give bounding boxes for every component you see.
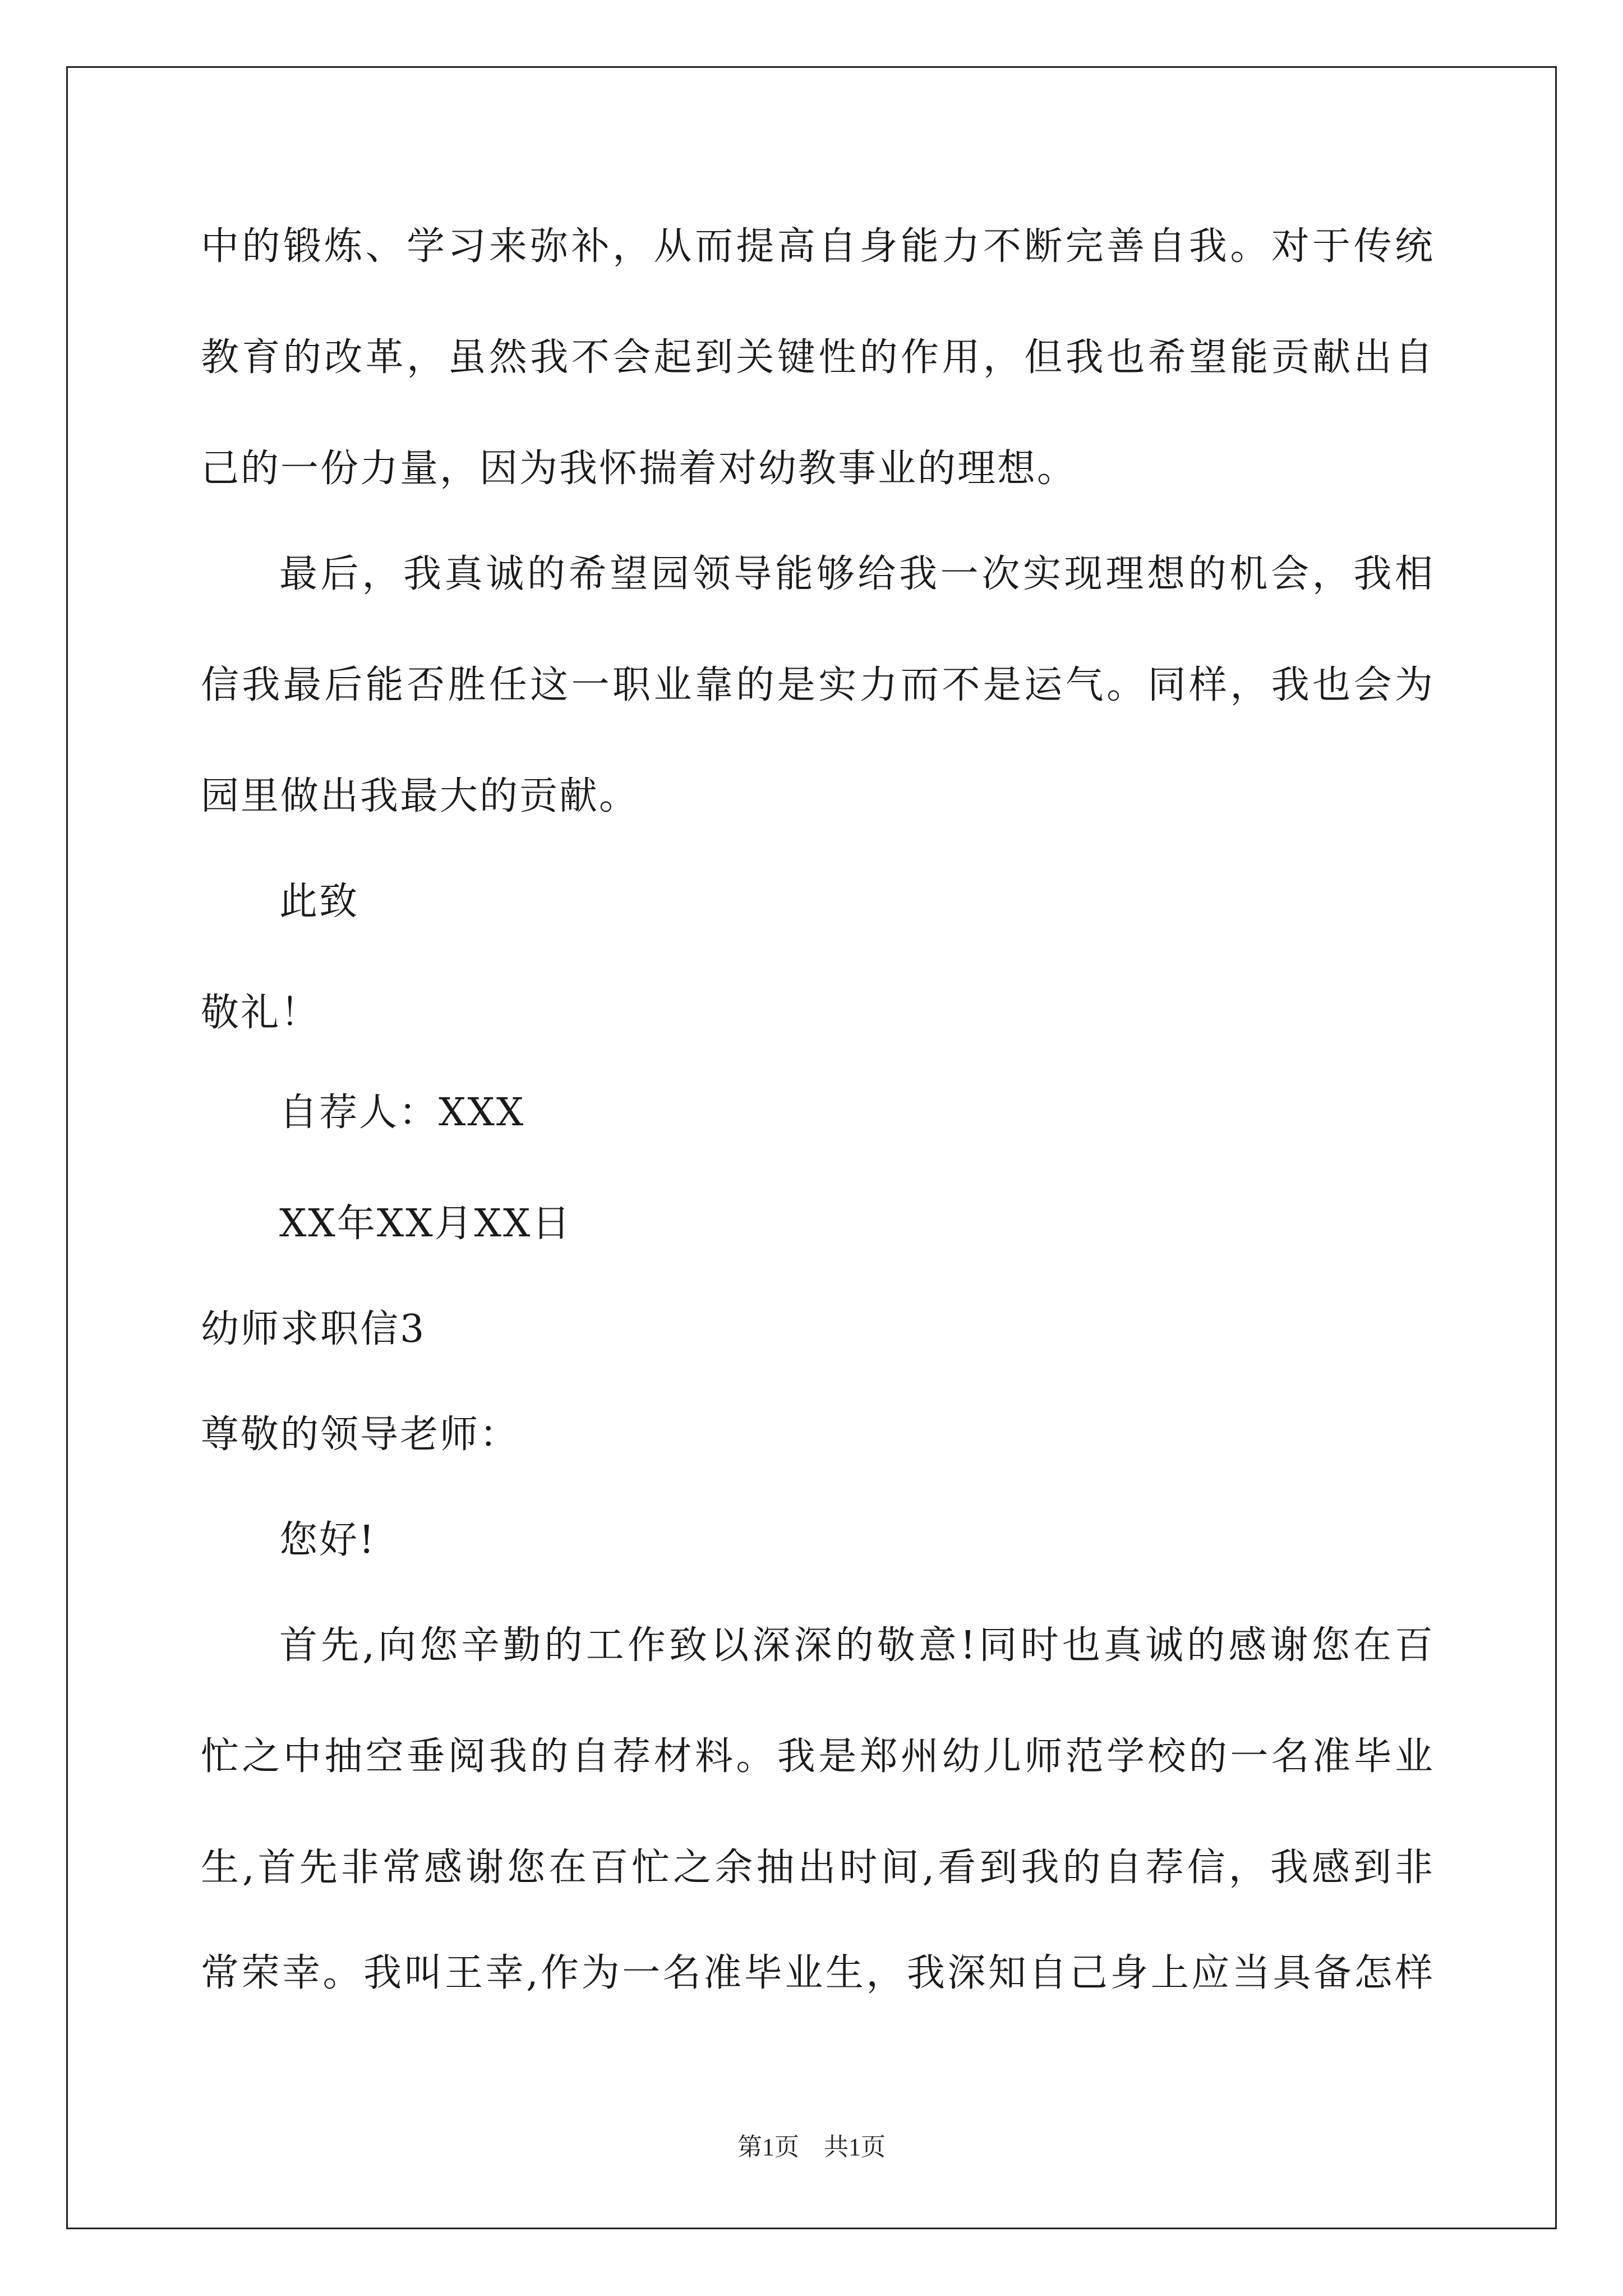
date-line: XX年XX月XX日 (279, 1202, 572, 1246)
greeting-line: 尊敬的领导老师： (201, 1412, 520, 1457)
paragraph-line: 中的锻炼、学习来弥补，从而提高自身能力不断完善自我。对于传统 (201, 224, 1435, 269)
greeting-line: 您好! (279, 1518, 376, 1562)
paragraph-line: 忙之中抽空垂阅我的自荐材料。我是郑州幼儿师范学校的一名准毕业 (201, 1734, 1435, 1779)
page-footer: 第1页 共1页 (737, 2133, 886, 2161)
salutation-line: 敬礼！ (201, 991, 321, 1035)
paragraph-line: 园里做出我最大的贡献。 (201, 774, 639, 818)
paragraph-line: 教育的改革，虽然我不会起到关键性的作用，但我也希望能贡献出自 (201, 335, 1435, 380)
paragraph-line: 信我最后能否胜任这一职业靠的是实力而不是运气。同样，我也会为 (201, 663, 1435, 707)
paragraph-line: 首先,向您辛勤的工作致以深深的敬意!同时也真诚的感谢您在百 (279, 1623, 1435, 1668)
paragraph-line: 己的一份力量，因为我怀揣着对幼教事业的理想。 (201, 447, 1077, 491)
closing-line: 此致 (279, 880, 359, 924)
paragraph-line: 生,首先非常感谢您在百忙之余抽出时间,看到我的自荐信，我感到非 (201, 1846, 1435, 1890)
paragraph-line: 最后，我真诚的希望园领导能够给我一次实现理想的机会，我相 (279, 552, 1435, 596)
page-border (66, 66, 1557, 2229)
signature-line: 自荐人：XXX (279, 1091, 525, 1135)
paragraph-line: 常荣幸。我叫王幸,作为一名准毕业生，我深知自己身上应当具备怎样 (201, 1951, 1435, 1995)
section-title: 幼师求职信3 (201, 1307, 426, 1351)
